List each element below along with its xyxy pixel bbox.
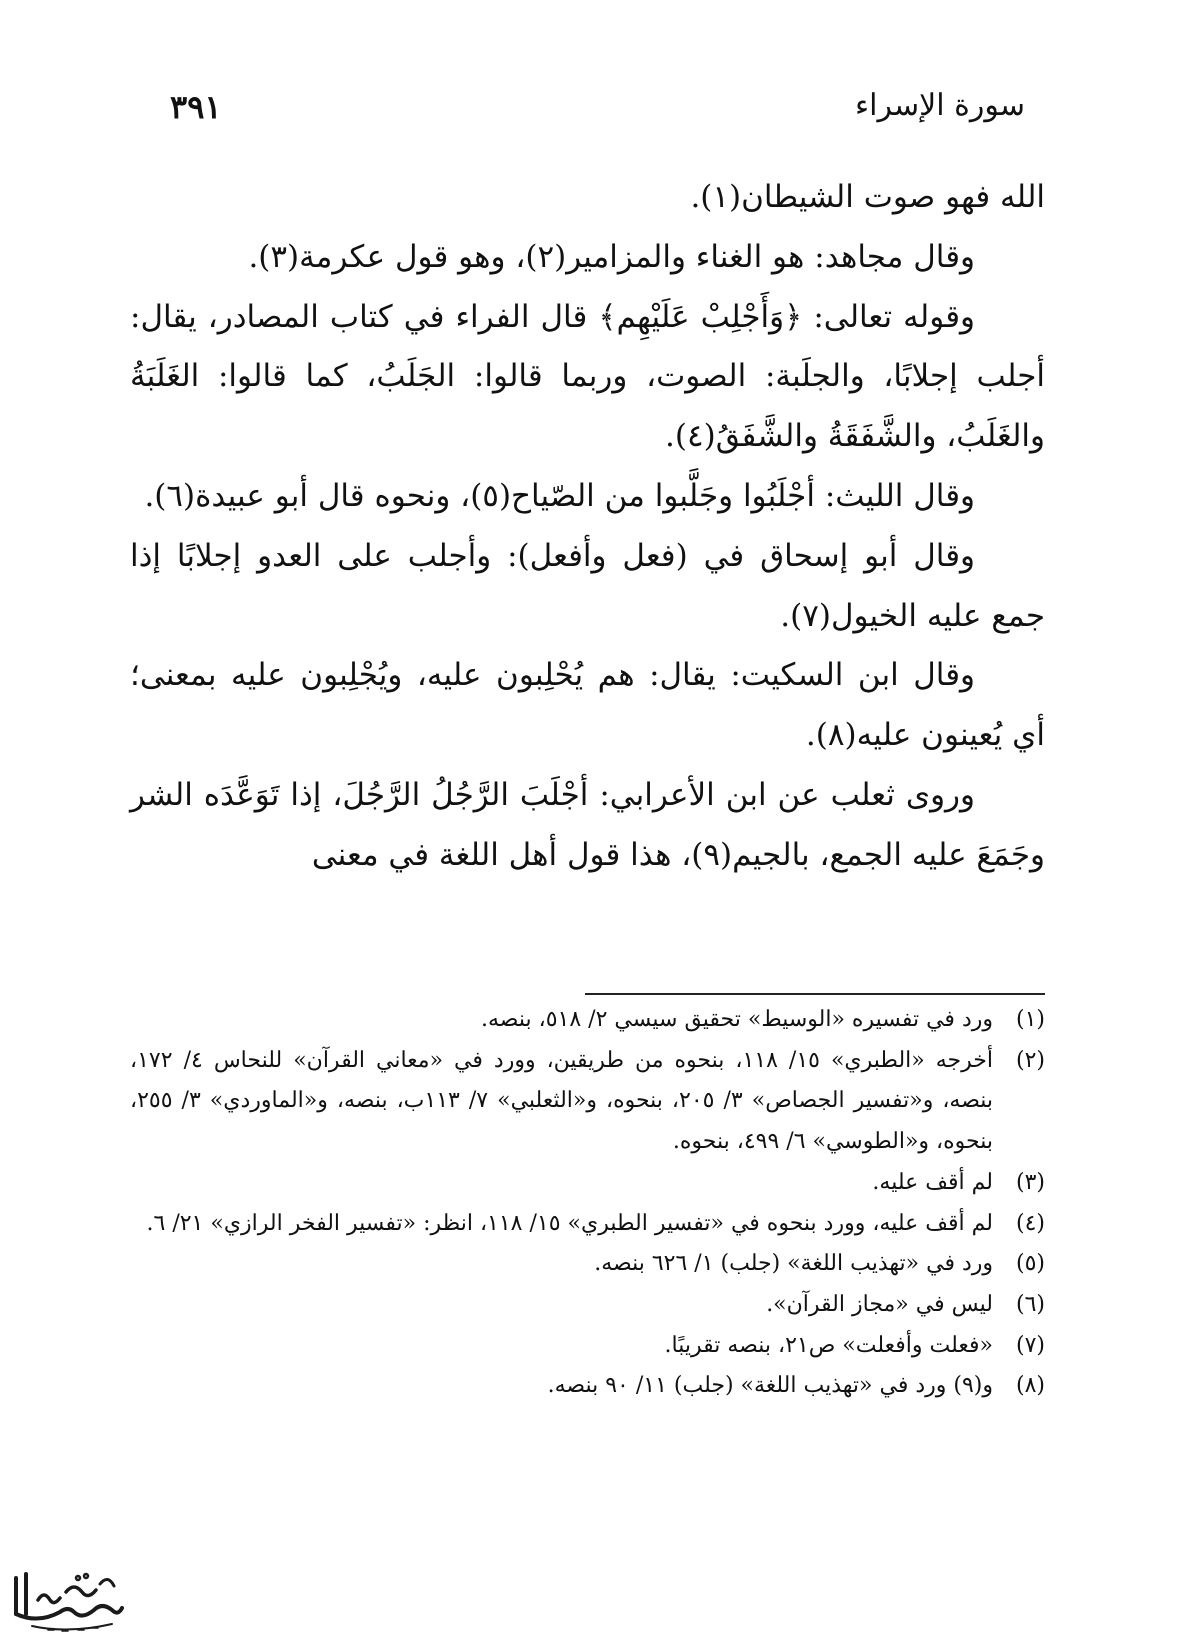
footnote-6 — [130, 1285, 1045, 1326]
footnote-text: ورد في تفسيره «الوسيط» تحقيق سيسي ٢/ ٥١٨، بنصه. — [481, 1007, 993, 1032]
footnote-separator — [585, 993, 1045, 995]
paragraph-1: الله فهو صوت الشيطان(١). — [690, 179, 1045, 215]
paragraph-4: وقال الليث: أجْلَبُوا وجَلَّبوا من الصّياح(٥)، ونحوه قال أبو عبيدة(٦). — [144, 477, 975, 514]
footnote-number: (٤) — [1015, 1210, 1045, 1236]
footnote-4 — [130, 1204, 1045, 1245]
footnote-number: (٣) — [1015, 1169, 1045, 1195]
footnote-number: (١) — [1015, 1007, 1045, 1032]
paragraph-7: وروى ثعلب عن ابن الأعرابي: أجْلَبَ الرَّجُلُ الرَّجُلَ، إذا تَوَعَّدَه الشر وجَمَعَ عليه الجمع، بالجيم(٩)، هذا قول أهل اللغة في معنى — [130, 776, 1045, 873]
library-logo-icon — [8, 1560, 126, 1640]
paragraph-3: وقوله تعالى: ﴿وَأَجْلِبْ عَلَيْهِم﴾ قال الفراء في كتاب المصادر، يقال: أجلب إجلابًا، والجلَبة: الصوت، وربما قالوا: الجَلَبُ، كما قالوا: الغَلَبَةُ والغَلَبُ، والشَّفَقَةُ والشَّفَقُ(٤). — [130, 298, 1045, 455]
footnote-3 — [130, 1163, 1045, 1204]
footnote-text: لم أقف عليه. — [872, 1169, 993, 1195]
page-header — [170, 88, 1025, 138]
footnote-text: أخرجه «الطبري» ١٥/ ١١٨، بنحوه من طريقين، وورد في «معاني القرآن» للنحاس ٤/ ١٧٢، بنصه، و«تفسير الجصاص» ٣/ ٢٠٥، بنحوه، و«الثعلبي» ٧/ ١١٣ب، بنصه، و«الماوردي» ٣/ ٢٥٥، بنحوه، و«الطوسي» ٦/ ٤٩٩، بنحوه. — [130, 1047, 994, 1155]
footnote-text: ليس في «مجاز القرآن». — [766, 1291, 993, 1317]
footnote-8 — [130, 1366, 1045, 1407]
footnote-text: لم أقف عليه، وورد بنحوه في «تفسير الطبري» ١٥/ ١١٨، انظر: «تفسير الفخر الرازي» ٢١/ ٦. — [146, 1210, 993, 1236]
footnote-number: (٨) — [1015, 1373, 1045, 1399]
footnotes — [130, 1000, 1045, 1407]
surah-title: سورة الإسراء — [855, 88, 1025, 123]
footnote-number: (٢) — [1015, 1047, 1045, 1073]
page-number: ٣٩١ — [170, 88, 222, 126]
paragraph-2: وقال مجاهد: هو الغناء والمزامير(٢)، وهو قول عكرمة(٣). — [248, 238, 975, 275]
footnote-number: (٥) — [1015, 1251, 1045, 1277]
footnote-5 — [130, 1244, 1045, 1285]
footnote-text: «فعلت وأفعلت» ص٢١، بنصه تقريبًا. — [664, 1332, 993, 1358]
footnote-1 — [130, 1000, 1045, 1041]
footnote-7 — [130, 1326, 1045, 1367]
footnote-text: و(٩) ورد في «تهذيب اللغة» (جلب) ١١/ ٩٠ بنصه. — [547, 1373, 993, 1399]
main-text — [130, 168, 1045, 886]
footnote-text: ورد في «تهذيب اللغة» (جلب) ١/ ٦٢٦ بنصه. — [594, 1251, 993, 1277]
footnote-number: (٦) — [1015, 1291, 1045, 1317]
paragraph-5: وقال أبو إسحاق في (فعل وأفعل): وأجلب على العدو إجلابًا إذا جمع عليه الخيول(٧). — [130, 537, 1045, 634]
footnote-number: (٧) — [1015, 1332, 1045, 1358]
paragraph-6: وقال ابن السكيت: يقال: هم يُحْلِبون عليه، ويُجْلِبون عليه بمعنى؛ أي يُعينون عليه(٨). — [130, 657, 1045, 754]
footnote-2 — [130, 1041, 1045, 1163]
